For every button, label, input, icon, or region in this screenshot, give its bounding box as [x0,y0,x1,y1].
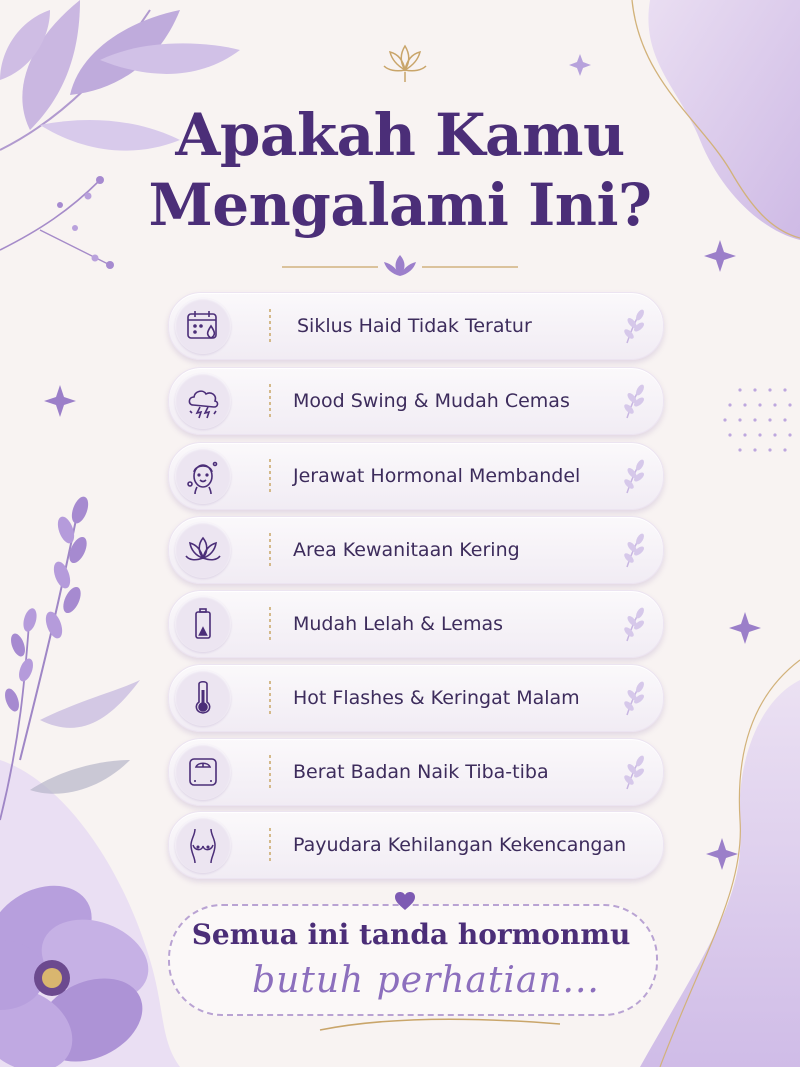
footer-line2: butuh perhatian... [252,960,600,1001]
item-separator [269,533,271,567]
torso-icon [175,817,231,873]
symptom-item-dryness [168,516,664,584]
item-separator [269,607,271,641]
lotus-icon [175,522,231,578]
page-title-line2: Mengalami Ini? [148,171,652,239]
leaf-sprig-icon [621,531,647,569]
storm-cloud-icon [175,373,231,429]
leaf-sprig-icon [621,382,647,420]
symptom-item-weight-gain [168,738,664,806]
lotus-ornament-icon [380,38,430,88]
symptom-item-fatigue [168,590,664,658]
item-separator [269,384,271,418]
symptom-label: Siklus Haid Tidak Teratur [297,315,532,337]
page-title-line1: Apakah Kamu [175,101,625,169]
heart-icon [394,891,416,911]
symptom-label: Jerawat Hormonal Membandel [293,465,581,487]
thermometer-icon [175,670,231,726]
item-separator [269,459,271,493]
calendar-drop-icon [175,298,231,354]
leaf-sprig-icon [621,679,647,717]
symptom-item-breast-firmness [168,811,664,879]
symptom-label: Payudara Kehilangan Kekencangan [293,834,627,856]
symptom-item-mood-swing [168,367,664,435]
title-divider [282,252,518,282]
item-separator [269,309,271,343]
leaf-sprig-icon [621,307,647,345]
leaf-sprig-icon [621,753,647,791]
scale-icon [175,744,231,800]
leaf-sprig-icon [621,605,647,643]
face-acne-icon [175,448,231,504]
symptom-label: Mood Swing & Mudah Cemas [293,390,570,412]
symptom-item-hormonal-acne [168,442,664,510]
symptom-label: Mudah Lelah & Lemas [293,613,504,635]
item-separator [269,681,271,715]
footer-line1: Semua ini tanda hormonmu [191,918,631,951]
leaf-sprig-icon [621,457,647,495]
symptom-label: Berat Badan Naik Tiba-tiba [293,761,549,783]
low-battery-icon [175,596,231,652]
symptom-label: Area Kewanitaan Kering [293,539,520,561]
symptom-item-hot-flashes [168,664,664,732]
symptom-label: Hot Flashes & Keringat Malam [293,687,580,709]
item-separator [269,755,271,789]
item-separator [269,828,271,862]
symptom-item-irregular-cycle [168,292,664,360]
